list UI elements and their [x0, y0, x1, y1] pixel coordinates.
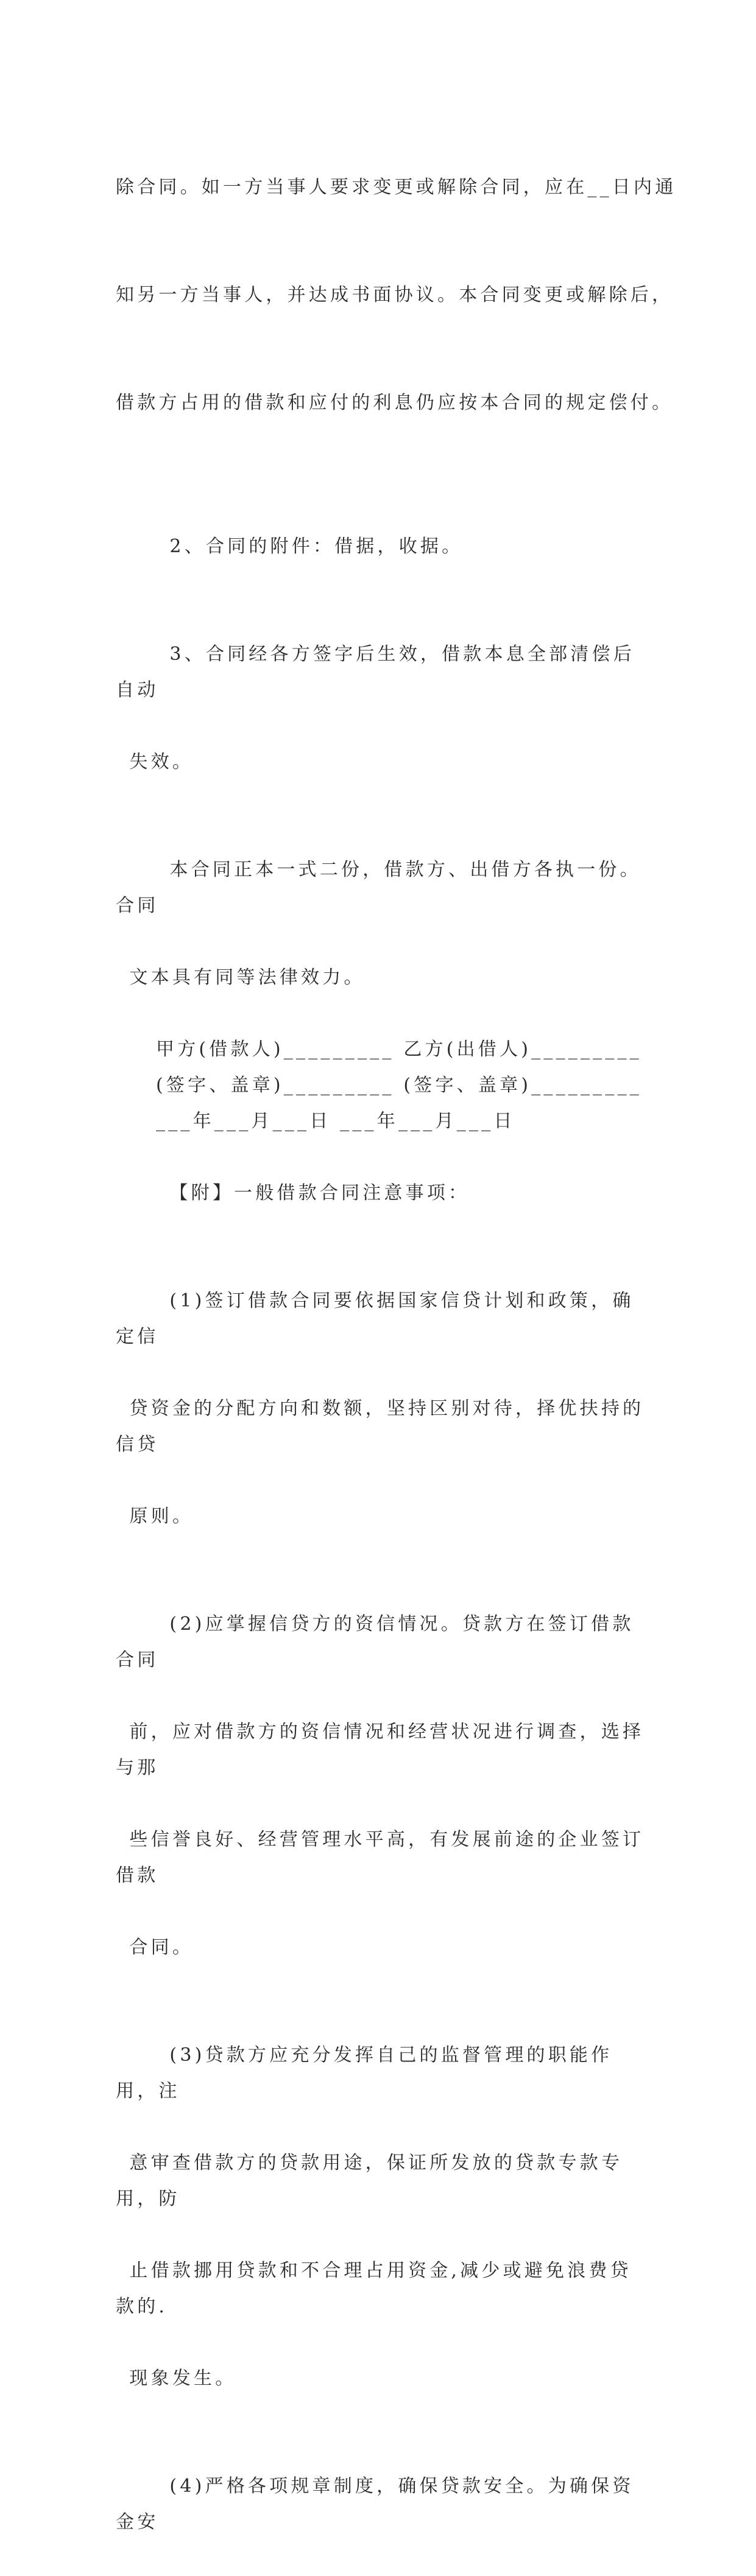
text-line: (2)应掌握信贷方的资信情况。贷款方在签订借款合同	[116, 1613, 634, 1671]
party-b-label: 乙方(出借人)_________	[403, 1039, 642, 1060]
text-line: 文本具有同等法律效力。	[129, 967, 366, 988]
note-item-2	[116, 1570, 646, 2001]
signature-parties	[116, 1031, 646, 1067]
paragraph-contract-change	[116, 97, 677, 493]
paragraph-effective	[116, 600, 646, 816]
text-line: 前，应对借款方的资信情况和经营状况进行调查，选择与那	[116, 1721, 645, 1778]
date-b-label: ___年___月___日	[340, 1111, 515, 1132]
text-line: 除合同。如一方当事人要求变更或解除合同，应在__日内通	[116, 177, 677, 198]
notes-title	[116, 1139, 646, 1247]
notes-title-text: 【附】一般借款合同注意事项：	[169, 1182, 470, 1204]
paragraph-attachments	[116, 493, 646, 600]
note-item-1	[116, 1247, 646, 1570]
party-a-label: 甲方(借款人)_________	[156, 1039, 395, 1060]
date-a-label: ___年___月___日	[156, 1111, 331, 1132]
paragraph-copies	[116, 816, 646, 1031]
text-line: (3)贷款方应充分发挥自己的监督管理的职能作用，注	[116, 2044, 613, 2102]
note-item-4	[116, 2432, 646, 2576]
signature-seals	[116, 1067, 646, 1103]
text-line: (1)签订借款合同要依据国家信贷计划和政策，确定信	[116, 1290, 634, 1347]
text-line: 3、合同经各方签字后生效，借款本息全部清偿后自动	[116, 644, 635, 701]
text-line: 借款方占用的借款和应付的利息仍应按本合同的规定偿付。	[116, 392, 674, 413]
note-item-3	[116, 2001, 646, 2432]
document-body	[116, 97, 677, 2576]
text-line: 意审查借款方的贷款用途，保证所发放的贷款专款专用，防	[116, 2152, 623, 2209]
text-line: 贷资金的分配方向和数额，坚持区别对待，择优扶持的信贷	[116, 1398, 645, 1455]
text-line: 本合同正本一式二份，借款方、出借方各执一份。合同	[116, 859, 641, 916]
text-line: 失效。	[129, 751, 194, 773]
text-line: 止借款挪用贷款和不合理占用资金,减少或避免浪费贷款的.	[116, 2260, 632, 2317]
text-line: 合同。	[129, 1937, 194, 1958]
text-line: 原则。	[129, 1506, 194, 1527]
text-line: 些信誉良好、经营管理水平高，有发展前途的企业签订借款	[116, 1829, 645, 1886]
text-line: 知另一方当事人，并达成书面协议。本合同变更或解除后，	[116, 284, 674, 306]
text-line: 2、合同的附件：借据，收据。	[169, 536, 464, 557]
sign-b-label: (签字、盖章)_________	[403, 1075, 642, 1096]
signature-dates	[116, 1103, 646, 1139]
sign-a-label: (签字、盖章)_________	[156, 1075, 395, 1096]
text-line: (4)严格各项规章制度，确保贷款安全。为确保资金安	[116, 2476, 634, 2533]
text-line: 现象发生。	[129, 2368, 237, 2389]
